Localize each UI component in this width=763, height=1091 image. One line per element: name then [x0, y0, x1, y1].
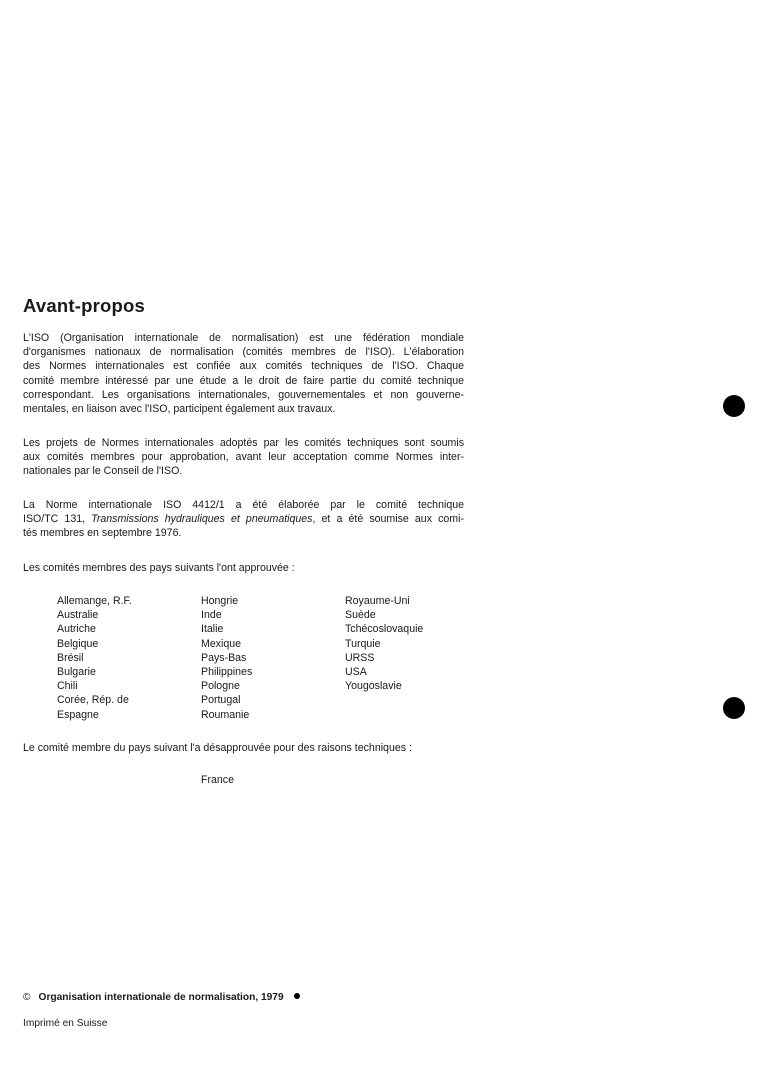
country-item: Chili — [57, 680, 78, 693]
country-item: URSS — [345, 651, 375, 664]
country-item: Turquie — [345, 637, 381, 650]
country-item: Autriche — [57, 623, 96, 636]
country-item: Hongrie — [201, 595, 239, 607]
intro-paragraph — [23, 331, 464, 416]
text-line: L'ISO (Organisation internationale de normalisation) est une fédération mondiale — [23, 332, 464, 344]
copyright-text: Organisation internationale de normalisation, 1979 — [38, 992, 284, 1003]
disapproved-country: France — [201, 774, 234, 786]
text-line: des Normes internationales est confiée aux comités techniques de l'ISO. Chaque — [23, 360, 464, 373]
text-line: comité membre intéressé par une étude a le droit de faire partie du comité technique — [23, 374, 464, 387]
text-line: Les projets de Normes internationales adoptés par les comités techniques sont soumis — [23, 437, 464, 449]
text-line: nationales par le Conseil de l'ISO. — [23, 465, 183, 478]
country-item: Italie — [201, 623, 224, 636]
country-item: Pologne — [201, 680, 240, 693]
country-item: Pays-Bas — [201, 651, 247, 664]
committee-title: Transmissions hydrauliques et pneumatiques — [91, 513, 313, 526]
approved-intro: Les comités membres des pays suivants l'ont approuvée : — [23, 562, 295, 574]
approved-countries-column-1 — [57, 594, 132, 722]
country-item: Belgique — [57, 637, 99, 650]
country-item: Royaume-Uni — [345, 595, 410, 607]
country-item: Roumanie — [201, 708, 250, 721]
approval-process-paragraph — [23, 436, 464, 479]
standard-origin-paragraph — [23, 498, 464, 541]
country-item: Espagne — [57, 708, 99, 721]
disapproved-intro: Le comité membre du pays suivant l'a désapprouvée pour des raisons techniques : — [23, 742, 412, 754]
country-item: Brésil — [57, 651, 84, 664]
printed-in: Imprimé en Suisse — [23, 1018, 108, 1029]
approved-countries-column-2 — [201, 594, 252, 722]
country-item: Corée, Rép. de — [57, 694, 129, 707]
country-item: Allemange, R.F. — [57, 595, 132, 607]
approved-countries-column-3 — [345, 594, 423, 693]
text-line: La Norme internationale ISO 4412/1 a été élaborée par le comité technique — [23, 499, 464, 511]
text-line — [23, 512, 464, 526]
country-item: Portugal — [201, 694, 241, 707]
country-item: Bulgarie — [57, 666, 96, 679]
country-item: Australie — [57, 609, 99, 622]
copyright-icon: © — [23, 992, 31, 1003]
country-item: USA — [345, 666, 367, 679]
country-item: Tchécoslovaquie — [345, 623, 424, 636]
country-item: Suède — [345, 609, 376, 622]
text-line: correspondant. Les organisations internationales, gouvernementales et non gouverne- — [23, 388, 464, 401]
text-fragment: , et a été soumise aux comi- — [312, 513, 464, 526]
country-item: Inde — [201, 609, 222, 622]
country-item: Yougoslavie — [345, 680, 402, 693]
page-title: Avant-propos — [23, 295, 145, 316]
text-line: tés membres en septembre 1976. — [23, 527, 182, 540]
text-line: mentales, en liaison avec l'ISO, participent également aux travaux. — [23, 403, 336, 416]
margin-bullet-icon — [723, 395, 745, 417]
country-item: Philippines — [201, 666, 253, 679]
text-fragment: ISO/TC 131, — [23, 513, 92, 526]
copyright-line — [23, 992, 300, 1003]
text-line: aux comités membres pour approbation, avant leur acceptation comme Normes inter- — [23, 451, 464, 464]
margin-bullet-icon — [723, 697, 745, 719]
bullet-dot-icon — [294, 993, 300, 999]
text-line: d'organismes nationaux de normalisation (comités membres de l'ISO). L'élaboration — [23, 346, 464, 359]
country-item: Mexique — [201, 637, 242, 650]
